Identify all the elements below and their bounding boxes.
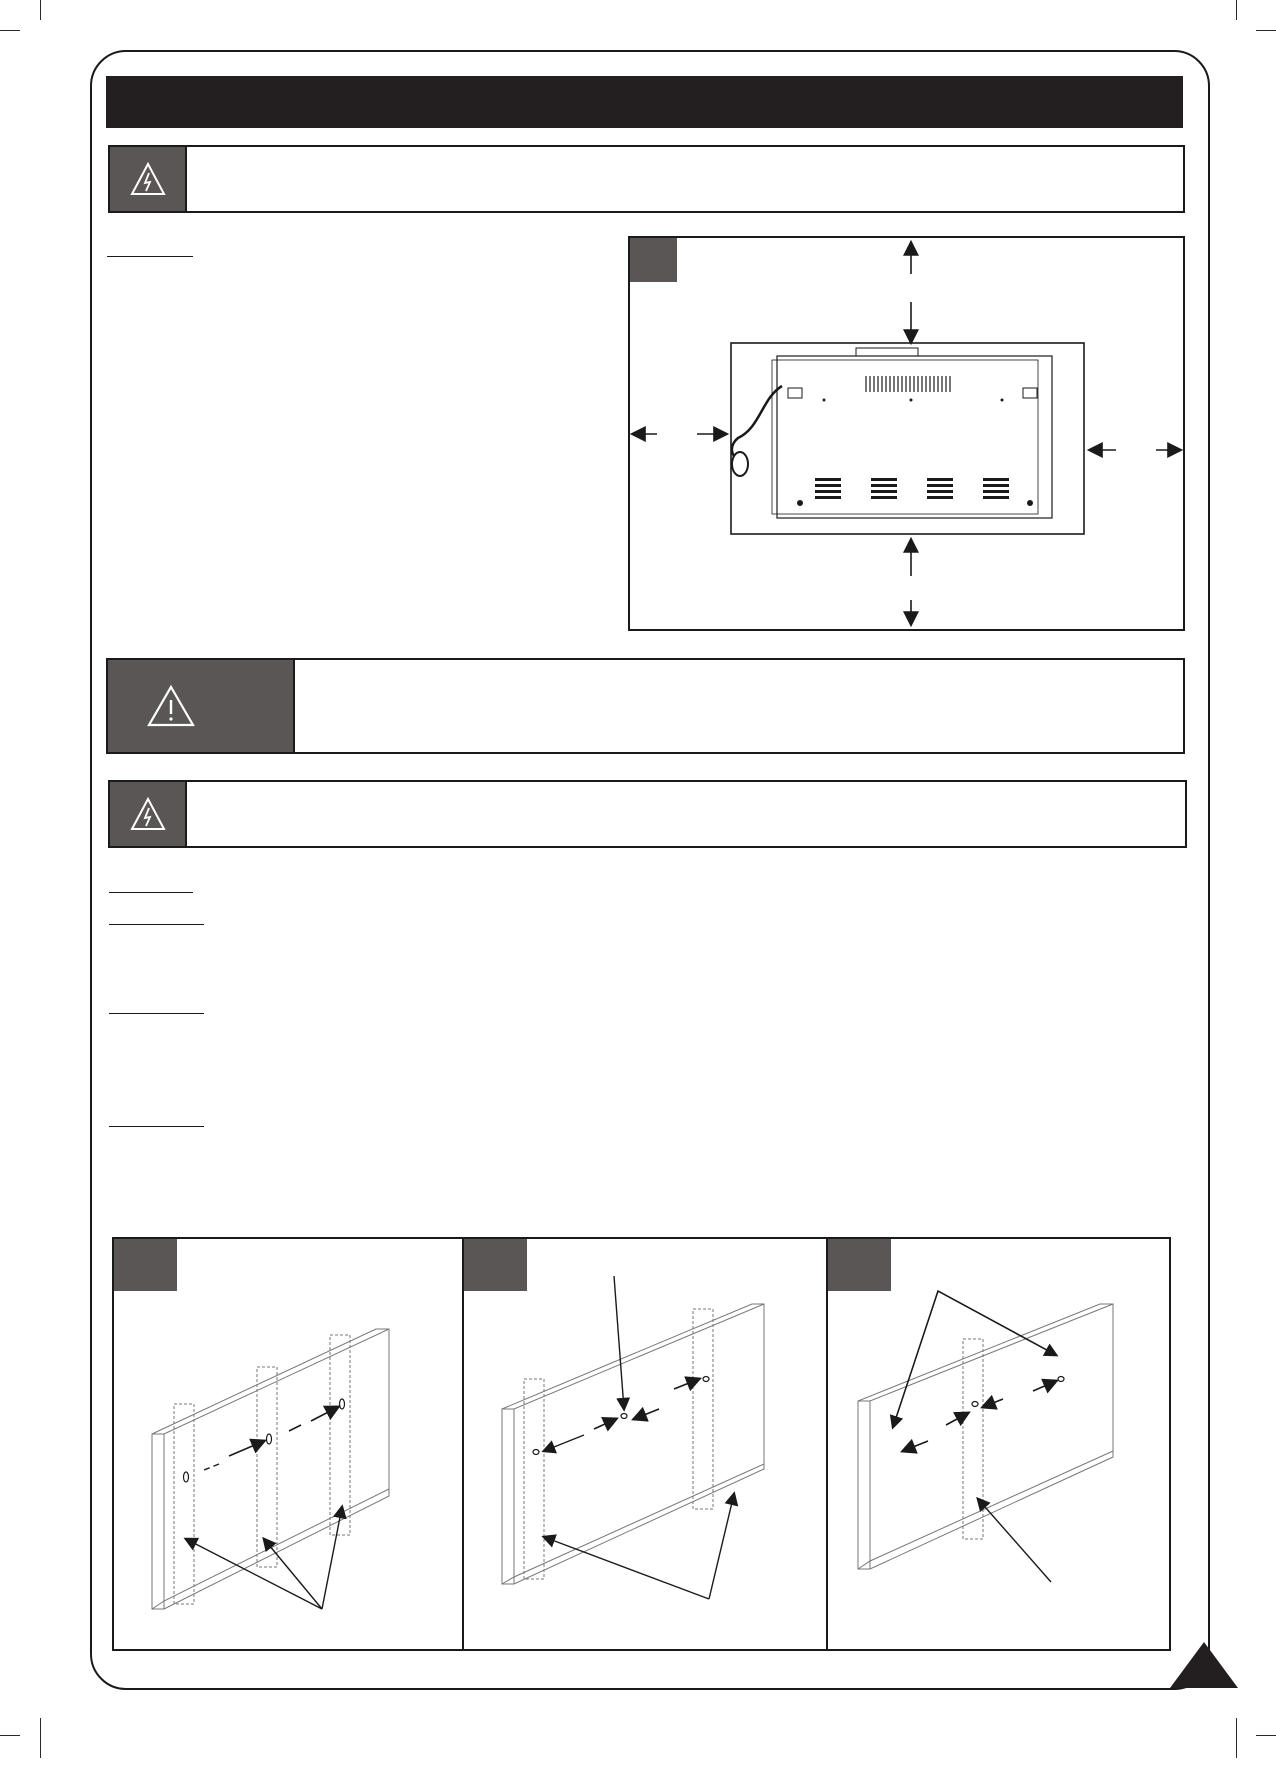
crop-mark [1256, 1735, 1276, 1736]
crop-mark [1236, 0, 1237, 20]
figure-three-studs [112, 1237, 464, 1651]
electric-shock-warning-icon [130, 162, 166, 196]
crop-mark [1256, 30, 1276, 31]
warning-icon-panel [110, 147, 187, 211]
wall-studs-three-holes [114, 1239, 462, 1649]
wall-one-stud-anchors [828, 1239, 1169, 1649]
page-corner-triangle [1168, 1640, 1240, 1690]
figure-clearance [628, 236, 1185, 631]
fireplace-clearance-diagram [630, 238, 1183, 629]
wall-studs-two-holes [464, 1239, 826, 1649]
crop-mark [1236, 1718, 1237, 1758]
figure-one-stud [826, 1237, 1171, 1651]
crop-mark [0, 30, 20, 31]
step-heading-underline [109, 1126, 204, 1127]
crop-mark [40, 0, 41, 20]
step-heading-underline [107, 256, 193, 257]
step-heading-underline [109, 1013, 204, 1014]
crop-mark [40, 1718, 41, 1758]
figure-two-studs [462, 1237, 828, 1651]
step-heading-underline [109, 924, 204, 925]
step-heading-underline [109, 892, 193, 893]
caution-exclamation-icon [146, 684, 196, 728]
caution-warning-box [106, 658, 1185, 754]
electrical-warning-box-2 [108, 780, 1187, 848]
section-title-bar [106, 76, 1183, 128]
electric-shock-warning-icon [130, 797, 166, 831]
caution-icon-panel [108, 660, 295, 752]
crop-mark [0, 1735, 20, 1736]
electrical-warning-box [108, 145, 1185, 213]
warning-icon-panel [110, 782, 187, 846]
